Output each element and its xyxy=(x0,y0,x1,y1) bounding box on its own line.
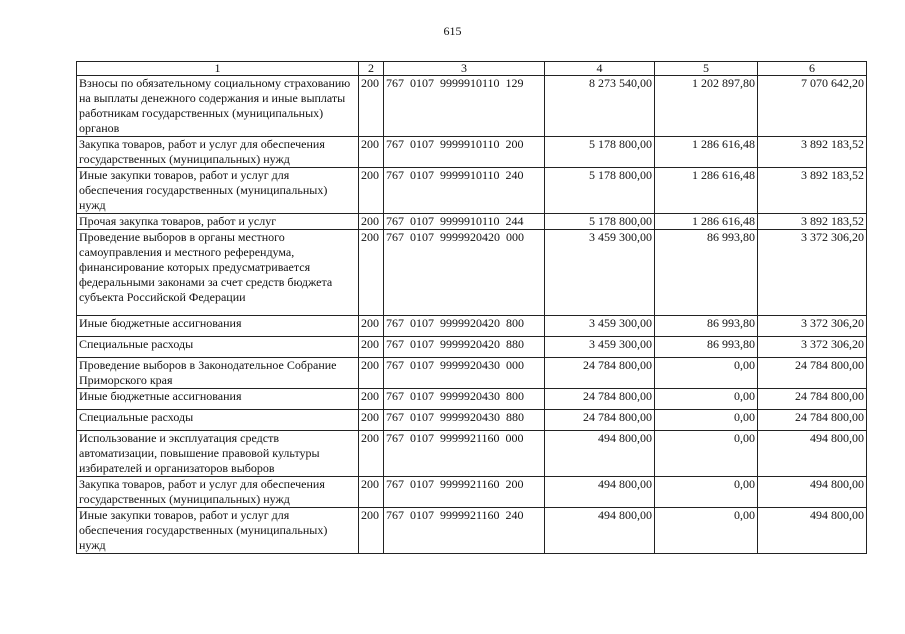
row-name: Иные бюджетные ассигнования xyxy=(77,389,359,410)
row-value-6: 3 892 183,52 xyxy=(758,168,867,214)
row-col2: 200 xyxy=(359,410,384,431)
row-name: Взносы по обязательному социальному страхованию на выплаты денежного содержания и иные выплаты работникам государственных (муниципальных) органов xyxy=(77,76,359,137)
row-col2: 200 xyxy=(359,76,384,137)
row-value-5: 86 993,80 xyxy=(655,337,758,358)
row-value-6: 3 372 306,20 xyxy=(758,316,867,337)
row-value-4: 24 784 800,00 xyxy=(545,410,655,431)
row-value-4: 24 784 800,00 xyxy=(545,389,655,410)
row-code: 767 0107 9999920420 800 xyxy=(384,316,545,337)
row-col2: 200 xyxy=(359,358,384,389)
row-code: 767 0107 9999910110 200 xyxy=(384,137,545,168)
row-value-6: 24 784 800,00 xyxy=(758,358,867,389)
row-name: Проведение выборов в органы местного самоуправления и местного референдума, финансирование которых предусматривается федеральными законами за счет средств бюджета субъекта Российской Федерации xyxy=(77,230,359,316)
table-row xyxy=(77,137,867,168)
table-row xyxy=(77,389,867,410)
header-col-6: 6 xyxy=(758,62,867,76)
row-code: 767 0107 9999921160 200 xyxy=(384,477,545,508)
table-row xyxy=(77,337,867,358)
header-col-5: 5 xyxy=(655,62,758,76)
table-row xyxy=(77,410,867,431)
row-value-6: 24 784 800,00 xyxy=(758,389,867,410)
row-name: Специальные расходы xyxy=(77,337,359,358)
row-value-6: 494 800,00 xyxy=(758,477,867,508)
row-value-4: 24 784 800,00 xyxy=(545,358,655,389)
row-value-5: 0,00 xyxy=(655,477,758,508)
table-row xyxy=(77,168,867,214)
row-value-4: 494 800,00 xyxy=(545,431,655,477)
row-value-6: 3 892 183,52 xyxy=(758,137,867,168)
row-col2: 200 xyxy=(359,337,384,358)
row-col2: 200 xyxy=(359,230,384,316)
row-col2: 200 xyxy=(359,508,384,554)
row-value-6: 3 372 306,20 xyxy=(758,230,867,316)
table-row xyxy=(77,477,867,508)
row-value-6: 494 800,00 xyxy=(758,431,867,477)
table-row xyxy=(77,508,867,554)
row-code: 767 0107 9999910110 244 xyxy=(384,214,545,230)
row-code: 767 0107 9999910110 240 xyxy=(384,168,545,214)
row-name: Иные закупки товаров, работ и услуг для обеспечения государственных (муниципальных) нужд xyxy=(77,168,359,214)
row-name: Проведение выборов в Законодательное Собрание Приморского края xyxy=(77,358,359,389)
row-name: Закупка товаров, работ и услуг для обеспечения государственных (муниципальных) нужд xyxy=(77,477,359,508)
row-col2: 200 xyxy=(359,137,384,168)
table-row xyxy=(77,316,867,337)
header-col-2: 2 xyxy=(359,62,384,76)
row-value-5: 1 286 616,48 xyxy=(655,137,758,168)
header-col-4: 4 xyxy=(545,62,655,76)
row-value-4: 5 178 800,00 xyxy=(545,168,655,214)
budget-table xyxy=(76,61,867,554)
row-name: Использование и эксплуатация средств автоматизации, повышение правовой культуры избирателей и организаторов выборов xyxy=(77,431,359,477)
row-col2: 200 xyxy=(359,389,384,410)
header-col-3: 3 xyxy=(384,62,545,76)
table-row xyxy=(77,431,867,477)
row-value-6: 3 372 306,20 xyxy=(758,337,867,358)
row-code: 767 0107 9999921160 000 xyxy=(384,431,545,477)
row-code: 767 0107 9999910110 129 xyxy=(384,76,545,137)
row-value-5: 0,00 xyxy=(655,431,758,477)
row-name: Специальные расходы xyxy=(77,410,359,431)
row-value-6: 24 784 800,00 xyxy=(758,410,867,431)
row-col2: 200 xyxy=(359,431,384,477)
row-value-4: 3 459 300,00 xyxy=(545,230,655,316)
row-value-6: 494 800,00 xyxy=(758,508,867,554)
row-value-4: 5 178 800,00 xyxy=(545,214,655,230)
row-col2: 200 xyxy=(359,316,384,337)
row-code: 767 0107 9999921160 240 xyxy=(384,508,545,554)
row-value-4: 5 178 800,00 xyxy=(545,137,655,168)
row-col2: 200 xyxy=(359,214,384,230)
row-value-5: 1 202 897,80 xyxy=(655,76,758,137)
page-number: 615 xyxy=(443,24,462,38)
row-name: Иные закупки товаров, работ и услуг для обеспечения государственных (муниципальных) нужд xyxy=(77,508,359,554)
row-value-6: 3 892 183,52 xyxy=(758,214,867,230)
row-value-5: 0,00 xyxy=(655,410,758,431)
row-code: 767 0107 9999920430 880 xyxy=(384,410,545,431)
row-value-5: 0,00 xyxy=(655,508,758,554)
row-value-4: 3 459 300,00 xyxy=(545,337,655,358)
table-row xyxy=(77,358,867,389)
row-code: 767 0107 9999920420 880 xyxy=(384,337,545,358)
row-value-4: 8 273 540,00 xyxy=(545,76,655,137)
row-col2: 200 xyxy=(359,168,384,214)
row-code: 767 0107 9999920430 800 xyxy=(384,389,545,410)
table-row xyxy=(77,76,867,137)
row-name: Прочая закупка товаров, работ и услуг xyxy=(77,214,359,230)
row-name: Закупка товаров, работ и услуг для обеспечения государственных (муниципальных) нужд xyxy=(77,137,359,168)
row-code: 767 0107 9999920430 000 xyxy=(384,358,545,389)
table-row xyxy=(77,214,867,230)
row-col2: 200 xyxy=(359,477,384,508)
row-value-6: 7 070 642,20 xyxy=(758,76,867,137)
row-value-5: 86 993,80 xyxy=(655,316,758,337)
row-value-5: 1 286 616,48 xyxy=(655,214,758,230)
header-row xyxy=(77,62,867,76)
row-value-4: 3 459 300,00 xyxy=(545,316,655,337)
row-value-5: 0,00 xyxy=(655,389,758,410)
row-value-4: 494 800,00 xyxy=(545,508,655,554)
table-row xyxy=(77,230,867,316)
header-col-1: 1 xyxy=(77,62,359,76)
row-value-4: 494 800,00 xyxy=(545,477,655,508)
row-value-5: 86 993,80 xyxy=(655,230,758,316)
row-name: Иные бюджетные ассигнования xyxy=(77,316,359,337)
row-value-5: 1 286 616,48 xyxy=(655,168,758,214)
row-code: 767 0107 9999920420 000 xyxy=(384,230,545,316)
row-value-5: 0,00 xyxy=(655,358,758,389)
